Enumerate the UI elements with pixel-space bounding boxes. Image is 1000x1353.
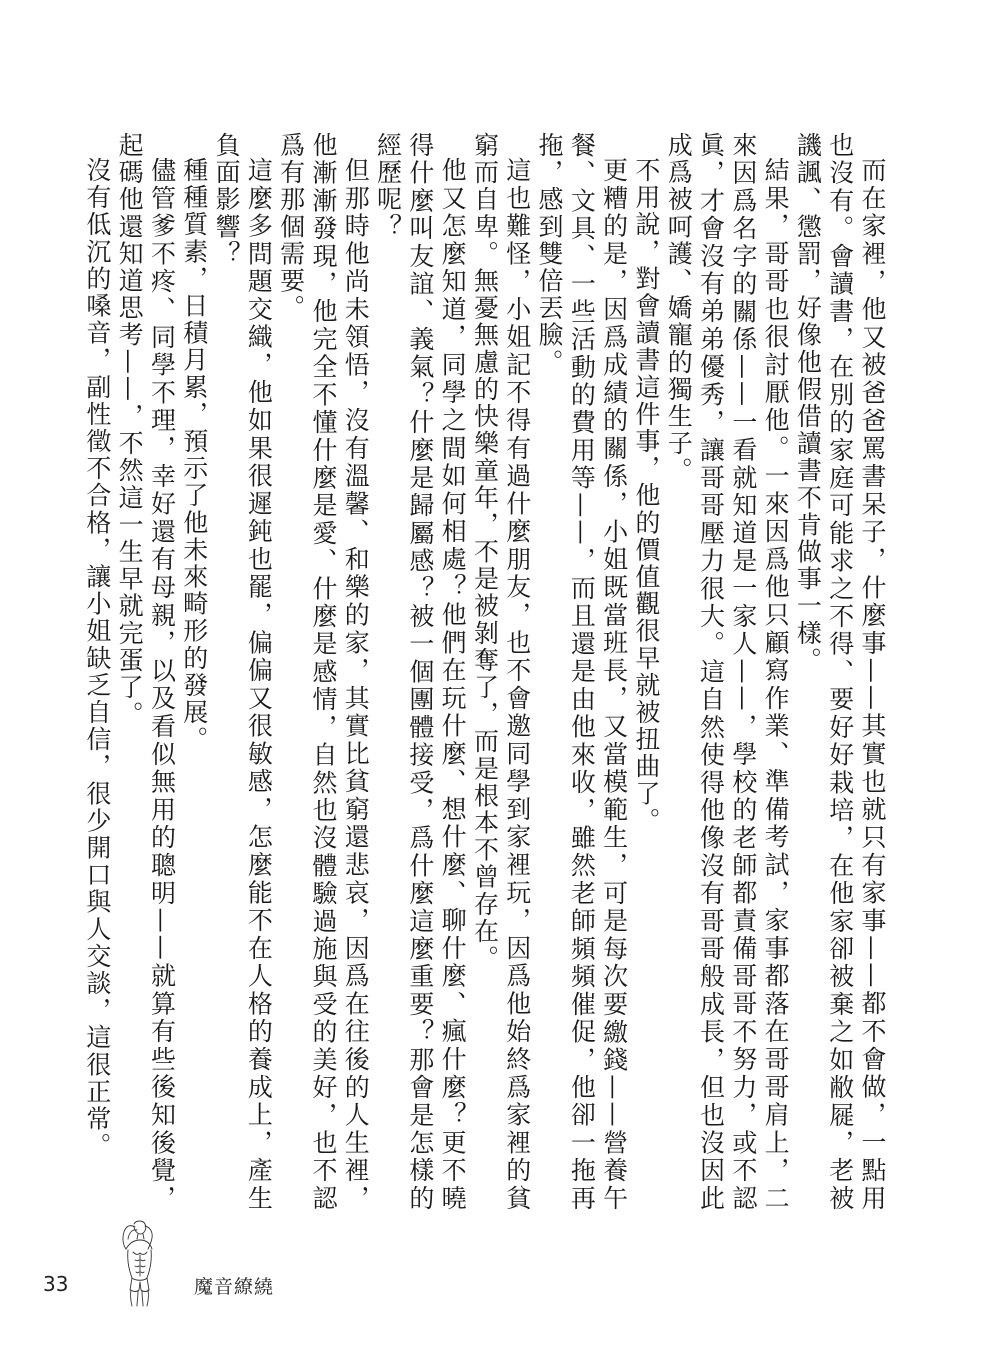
paragraph-9: 種種質素，日積月累，預示了他未來畸形的發展。 [179,157,209,754]
paragraph-4: 更糟的是，因爲成績的關係，小姐既當班長，又當模範生，可是每次要繳錢——營養午餐、文具、一些活動的費用等——，而且還是由他來收，雖然老師頻頻催促，他卻一拖再拖，感到雙倍丟臉。 [535,132,629,1212]
body-text [82,132,888,1212]
paragraph-8: 這麼多問題交織，他如果很遲鈍也罷，偏偏又很敏感，怎麼能不在人格的養成上，產生負面影響？ [212,132,274,1212]
paragraph-11: 沒有低沉的嗓音，副性徵不合格，讓小姐缺乏自信，很少開口與人交談，這很正常。 [82,157,112,1160]
paragraph-2: 結果，哥哥也很討厭他。一來因爲他只顧寫作業、準備考試，家事都落在哥哥肩上，二來因爲名字的關係——一看就知道是一家人——，學校的老師都責備哥哥不努力，或不認眞，才會沒有弟弟優秀，讓哥哥壓力很大。這自然使得他像沒有哥哥般成長，但也沒因此成爲被呵護、嬌寵的獨生子。 [664,132,791,1212]
paragraph-5: 這也難怪，小姐記不得有過什麼朋友，也不會邀同學到家裡玩，因爲他始終爲家裡的貧窮而自卑。無憂無慮的快樂童年，不是被剝奪了，而是根本不曾存在。 [470,132,532,1212]
book-title: 魔音繚繞 [194,1276,275,1298]
line-drawing-male-figure-icon [102,1218,172,1308]
paragraph-3: 不用說，對會讀書這件事，他的價值觀很早就被扭曲了。 [631,157,661,835]
paragraph-1: 而在家裡，他又被爸爸罵書呆子，什麼事——其實也就只有家事——都不會做，一點用也沒有。會讀書，在別的家庭可能求之不得、要好好栽培，在他家卻被棄之如敝屣，老被譏諷、懲罰，好像他假借讀書不肯做事一樣。 [793,132,887,1212]
page-footer [40,1218,340,1308]
page-number: 33 [43,1272,69,1296]
paragraph-6: 他又怎麼知道，同學之間如何相處？他們在玩什麼、想什麼、聊什麼、瘋什麼？更不曉得什麼叫友誼、義氣？什麼是歸屬感？被一個團體接受，爲什麼這麼重要？那會是怎樣的經歷呢？ [373,132,468,1212]
paragraph-10: 儘管爹不疼、同學不理，幸好還有母親，以及看似無用的聰明——就算有些後知後覺，起碼他還知道思考——，不然這一生早就完蛋了。 [115,132,177,1212]
paragraph-7: 但那時他尚未領悟，沒有溫馨、和樂的家，其實比貧窮還悲哀，因爲在往後的人生裡，他漸漸發現，他完全不懂什麼是愛、什麼是感情，自然也沒體驗過施與受的美好，也不認爲有那個需要。 [276,132,371,1212]
